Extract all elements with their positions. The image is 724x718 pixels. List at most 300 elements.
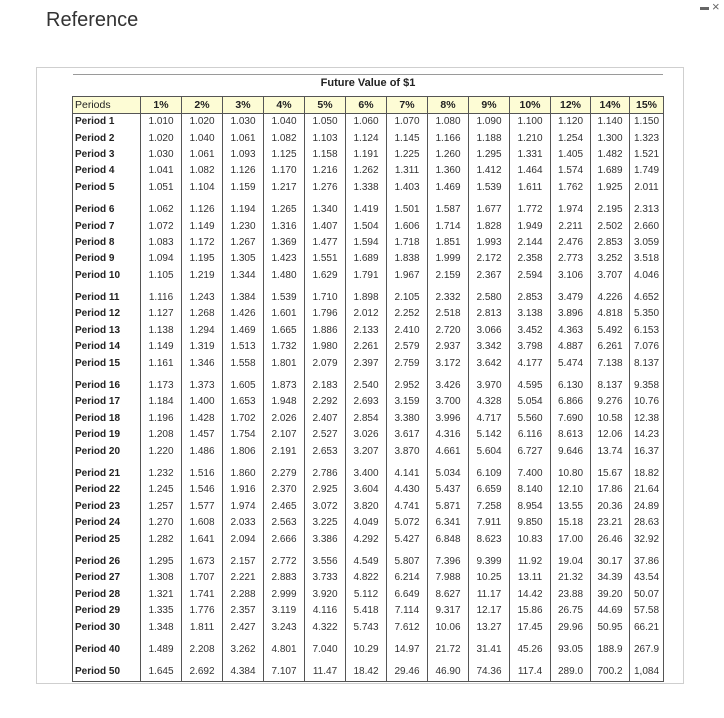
factor-cell: 6.261: [591, 339, 630, 355]
factor-cell: 46.90: [428, 664, 469, 681]
factor-cell: 1.539: [264, 290, 305, 306]
factor-cell: 2.211: [551, 218, 591, 234]
factor-cell: 16.37: [630, 443, 664, 459]
factor-cell: 1.040: [182, 130, 223, 146]
factor-cell: 3.798: [510, 339, 551, 355]
factor-cell: 1.208: [141, 427, 182, 443]
table-row: [73, 554, 664, 570]
factor-cell: 1.216: [305, 163, 346, 179]
factor-cell: 13.27: [469, 619, 510, 635]
factor-cell: 4.384: [223, 664, 264, 681]
rate-header: 4%: [264, 97, 305, 114]
table-row: [73, 339, 664, 355]
factor-cell: 1.127: [141, 306, 182, 322]
factor-cell: 8.140: [510, 482, 551, 498]
factor-cell: 12.06: [591, 427, 630, 443]
factor-cell: 1.801: [264, 355, 305, 371]
factor-cell: 9.317: [428, 603, 469, 619]
factor-cell: 1.851: [428, 235, 469, 251]
factor-cell: 1.149: [182, 218, 223, 234]
factor-cell: 1.051: [141, 180, 182, 196]
factor-cell: 15.86: [510, 603, 551, 619]
factor-cell: 2.518: [428, 306, 469, 322]
factor-cell: 2.172: [469, 251, 510, 267]
factor-cell: 4.328: [469, 394, 510, 410]
factor-cell: 1.608: [182, 515, 223, 531]
factor-cell: 1.811: [182, 619, 223, 635]
factor-cell: 7.138: [591, 355, 630, 371]
period-label: Period 28: [73, 587, 141, 603]
factor-cell: 188.9: [591, 642, 630, 658]
factor-cell: 1.482: [591, 147, 630, 163]
factor-cell: 2.195: [591, 202, 630, 218]
rate-header: 9%: [469, 97, 510, 114]
factor-cell: 1.124: [346, 130, 387, 146]
factor-cell: 2.465: [264, 499, 305, 515]
factor-cell: 3.642: [469, 355, 510, 371]
factor-cell: 4.818: [591, 306, 630, 322]
factor-cell: 1.260: [428, 147, 469, 163]
factor-cell: 7.396: [428, 554, 469, 570]
table-row: [73, 114, 664, 131]
factor-cell: 1.217: [264, 180, 305, 196]
factor-cell: 1.551: [305, 251, 346, 267]
close-icon[interactable]: ×: [712, 0, 720, 14]
factor-cell: 1.082: [264, 130, 305, 146]
period-label: Period 21: [73, 466, 141, 482]
factor-cell: 10.80: [551, 466, 591, 482]
factor-cell: 1.316: [264, 218, 305, 234]
factor-cell: 15.18: [551, 515, 591, 531]
factor-cell: 1.265: [264, 202, 305, 218]
factor-cell: 1.116: [141, 290, 182, 306]
minimize-icon[interactable]: [700, 7, 709, 10]
factor-cell: 1.126: [182, 202, 223, 218]
rate-header: 7%: [387, 97, 428, 114]
factor-cell: 1,084: [630, 664, 664, 681]
table-row: [73, 235, 664, 251]
future-value-table: [72, 96, 664, 682]
period-label: Period 8: [73, 235, 141, 251]
table-row: [73, 323, 664, 339]
factor-cell: 1.384: [223, 290, 264, 306]
factor-cell: 20.36: [591, 499, 630, 515]
factor-cell: 14.42: [510, 587, 551, 603]
factor-cell: 2.579: [387, 339, 428, 355]
factor-cell: 2.692: [182, 664, 223, 681]
factor-cell: 1.665: [264, 323, 305, 339]
factor-cell: 7.040: [305, 642, 346, 658]
rate-header: 5%: [305, 97, 346, 114]
table-row: [73, 268, 664, 284]
factor-cell: 1.257: [141, 499, 182, 515]
factor-cell: 3.262: [223, 642, 264, 658]
factor-cell: 8.137: [630, 355, 664, 371]
factor-cell: 1.469: [223, 323, 264, 339]
future-value-table-container: [72, 96, 662, 682]
factor-cell: 1.629: [305, 268, 346, 284]
factor-cell: 30.17: [591, 554, 630, 570]
period-label: Period 20: [73, 443, 141, 459]
period-label: Period 9: [73, 251, 141, 267]
factor-cell: 3.518: [630, 251, 664, 267]
factor-cell: 9.646: [551, 443, 591, 459]
factor-cell: 4.046: [630, 268, 664, 284]
window-controls: [700, 2, 724, 14]
table-row: [73, 603, 664, 619]
factor-cell: 1.335: [141, 603, 182, 619]
factor-cell: 3.996: [428, 411, 469, 427]
table-row: [73, 251, 664, 267]
factor-cell: 19.04: [551, 554, 591, 570]
factor-cell: 7.114: [387, 603, 428, 619]
factor-cell: 18.82: [630, 466, 664, 482]
factor-cell: 39.20: [591, 587, 630, 603]
factor-cell: 2.786: [305, 466, 346, 482]
factor-cell: 1.061: [182, 147, 223, 163]
factor-cell: 3.479: [551, 290, 591, 306]
factor-cell: 8.954: [510, 499, 551, 515]
factor-cell: 3.896: [551, 306, 591, 322]
factor-cell: 1.710: [305, 290, 346, 306]
factor-cell: 1.126: [223, 163, 264, 179]
factor-cell: 7.400: [510, 466, 551, 482]
factor-cell: 2.357: [223, 603, 264, 619]
factor-cell: 3.707: [591, 268, 630, 284]
factor-cell: 13.55: [551, 499, 591, 515]
factor-cell: 10.58: [591, 411, 630, 427]
factor-cell: 1.611: [510, 180, 551, 196]
factor-cell: 1.041: [141, 163, 182, 179]
factor-cell: 2.540: [346, 378, 387, 394]
factor-cell: 1.194: [223, 202, 264, 218]
factor-cell: 1.125: [264, 147, 305, 163]
factor-cell: 3.119: [264, 603, 305, 619]
factor-cell: 1.010: [141, 114, 182, 131]
table-row: [73, 147, 664, 163]
factor-cell: 1.161: [141, 355, 182, 371]
factor-cell: 2.261: [346, 339, 387, 355]
factor-cell: 1.062: [141, 202, 182, 218]
factor-cell: 3.138: [510, 306, 551, 322]
factor-cell: 2.397: [346, 355, 387, 371]
period-label: Period 19: [73, 427, 141, 443]
factor-cell: 1.149: [141, 339, 182, 355]
factor-cell: 29.96: [551, 619, 591, 635]
factor-cell: 1.150: [630, 114, 664, 131]
factor-cell: 26.75: [551, 603, 591, 619]
factor-cell: 1.319: [182, 339, 223, 355]
factor-cell: 10.76: [630, 394, 664, 410]
factor-cell: 1.195: [182, 251, 223, 267]
factor-cell: 1.489: [141, 642, 182, 658]
factor-cell: 2.094: [223, 531, 264, 547]
period-label: Period 26: [73, 554, 141, 570]
factor-cell: 1.090: [469, 114, 510, 131]
factor-cell: 17.86: [591, 482, 630, 498]
factor-cell: 2.370: [264, 482, 305, 498]
factor-cell: 1.714: [428, 218, 469, 234]
factor-cell: 3.106: [551, 268, 591, 284]
factor-cell: 4.549: [346, 554, 387, 570]
factor-cell: 4.177: [510, 355, 551, 371]
factor-cell: 1.230: [223, 218, 264, 234]
factor-cell: 1.776: [182, 603, 223, 619]
factor-cell: 1.653: [223, 394, 264, 410]
factor-cell: 2.313: [630, 202, 664, 218]
factor-cell: 1.754: [223, 427, 264, 443]
factor-cell: 50.95: [591, 619, 630, 635]
factor-cell: 2.012: [346, 306, 387, 322]
factor-cell: 1.539: [469, 180, 510, 196]
factor-cell: 2.853: [510, 290, 551, 306]
factor-cell: 1.974: [551, 202, 591, 218]
factor-cell: 1.254: [551, 130, 591, 146]
factor-cell: 2.937: [428, 339, 469, 355]
factor-cell: 1.925: [591, 180, 630, 196]
factor-cell: 5.492: [591, 323, 630, 339]
factor-cell: 9.358: [630, 378, 664, 394]
factor-cell: 1.486: [182, 443, 223, 459]
factor-cell: 1.295: [141, 554, 182, 570]
factor-cell: 17.00: [551, 531, 591, 547]
factor-cell: 2.183: [305, 378, 346, 394]
period-label: Period 29: [73, 603, 141, 619]
factor-cell: 2.660: [630, 218, 664, 234]
factor-cell: 1.749: [630, 163, 664, 179]
factor-cell: 2.594: [510, 268, 551, 284]
factor-cell: 1.974: [223, 499, 264, 515]
factor-cell: 2.292: [305, 394, 346, 410]
factor-cell: 2.720: [428, 323, 469, 339]
factor-cell: 4.430: [387, 482, 428, 498]
factor-cell: 1.105: [141, 268, 182, 284]
factor-cell: 4.887: [551, 339, 591, 355]
factor-cell: 2.157: [223, 554, 264, 570]
factor-cell: 2.759: [387, 355, 428, 371]
period-label: Period 40: [73, 642, 141, 658]
factor-cell: 3.026: [346, 427, 387, 443]
factor-cell: 3.556: [305, 554, 346, 570]
factor-cell: 3.159: [387, 394, 428, 410]
factor-cell: 1.673: [182, 554, 223, 570]
factor-cell: 4.363: [551, 323, 591, 339]
factor-cell: 44.69: [591, 603, 630, 619]
factor-cell: 23.21: [591, 515, 630, 531]
factor-cell: 1.270: [141, 515, 182, 531]
factor-cell: 6.341: [428, 515, 469, 531]
factor-cell: 1.796: [305, 306, 346, 322]
factor-cell: 2.033: [223, 515, 264, 531]
factor-cell: 1.030: [141, 147, 182, 163]
factor-cell: 3.617: [387, 427, 428, 443]
factor-cell: 13.74: [591, 443, 630, 459]
factor-cell: 2.772: [264, 554, 305, 570]
factor-cell: 4.322: [305, 619, 346, 635]
factor-cell: 1.103: [305, 130, 346, 146]
factor-cell: 26.46: [591, 531, 630, 547]
rate-header: 12%: [551, 97, 591, 114]
period-label: Period 18: [73, 411, 141, 427]
period-label: Period 25: [73, 531, 141, 547]
factor-cell: 6.659: [469, 482, 510, 498]
factor-cell: 1.166: [428, 130, 469, 146]
table-row: [73, 619, 664, 635]
table-row: [73, 411, 664, 427]
factor-cell: 6.727: [510, 443, 551, 459]
factor-cell: 1.412: [469, 163, 510, 179]
table-row: [73, 180, 664, 196]
factor-cell: 1.082: [182, 163, 223, 179]
factor-cell: 13.11: [510, 570, 551, 586]
factor-cell: 1.080: [428, 114, 469, 131]
factor-cell: 1.158: [305, 147, 346, 163]
factor-cell: 1.689: [591, 163, 630, 179]
factor-cell: 5.350: [630, 306, 664, 322]
factor-cell: 1.546: [182, 482, 223, 498]
factor-cell: 57.58: [630, 603, 664, 619]
table-row: [73, 587, 664, 603]
factor-cell: 2.133: [346, 323, 387, 339]
factor-cell: 2.410: [387, 323, 428, 339]
factor-cell: 2.883: [264, 570, 305, 586]
factor-cell: 1.020: [141, 130, 182, 146]
factor-cell: 1.558: [223, 355, 264, 371]
factor-cell: 4.661: [428, 443, 469, 459]
factor-cell: 1.426: [223, 306, 264, 322]
factor-cell: 3.733: [305, 570, 346, 586]
factor-cell: 3.225: [305, 515, 346, 531]
factor-cell: 1.159: [223, 180, 264, 196]
factor-cell: 34.39: [591, 570, 630, 586]
factor-cell: 1.282: [141, 531, 182, 547]
period-label: Period 12: [73, 306, 141, 322]
factor-cell: 2.191: [264, 443, 305, 459]
period-label: Period 10: [73, 268, 141, 284]
table-top-rule: [73, 74, 663, 75]
factor-cell: 6.109: [469, 466, 510, 482]
factor-cell: 1.140: [591, 114, 630, 131]
factor-cell: 1.741: [182, 587, 223, 603]
factor-cell: 1.641: [182, 531, 223, 547]
factor-cell: 3.380: [387, 411, 428, 427]
factor-cell: 2.208: [182, 642, 223, 658]
factor-cell: 1.020: [182, 114, 223, 131]
table-row: [73, 355, 664, 371]
period-label: Period 4: [73, 163, 141, 179]
factor-cell: 23.88: [551, 587, 591, 603]
factor-cell: 1.344: [223, 268, 264, 284]
factor-cell: 9.276: [591, 394, 630, 410]
factor-cell: 3.252: [591, 251, 630, 267]
factor-cell: 1.104: [182, 180, 223, 196]
factor-cell: 5.054: [510, 394, 551, 410]
period-label: Period 22: [73, 482, 141, 498]
factor-cell: 2.476: [551, 235, 591, 251]
factor-cell: 1.419: [346, 202, 387, 218]
factor-cell: 3.920: [305, 587, 346, 603]
table-row: [73, 466, 664, 482]
factor-cell: 1.601: [264, 306, 305, 322]
rate-header: 14%: [591, 97, 630, 114]
factor-cell: 3.066: [469, 323, 510, 339]
factor-cell: 21.64: [630, 482, 664, 498]
factor-cell: 2.580: [469, 290, 510, 306]
factor-cell: 1.331: [510, 147, 551, 163]
factor-cell: 6.214: [387, 570, 428, 586]
factor-cell: 1.689: [346, 251, 387, 267]
factor-cell: 2.367: [469, 268, 510, 284]
factor-cell: 1.210: [510, 130, 551, 146]
factor-cell: 21.72: [428, 642, 469, 658]
factor-cell: 5.604: [469, 443, 510, 459]
factor-cell: 4.141: [387, 466, 428, 482]
factor-cell: 1.348: [141, 619, 182, 635]
factor-cell: 10.83: [510, 531, 551, 547]
factor-cell: 74.36: [469, 664, 510, 681]
factor-cell: 2.279: [264, 466, 305, 482]
factor-cell: 4.741: [387, 499, 428, 515]
factor-cell: 5.427: [387, 531, 428, 547]
factor-cell: 1.405: [551, 147, 591, 163]
factor-cell: 10.29: [346, 642, 387, 658]
factor-cell: 2.107: [264, 427, 305, 443]
factor-cell: 5.034: [428, 466, 469, 482]
period-label: Period 1: [73, 114, 141, 131]
factor-cell: 2.105: [387, 290, 428, 306]
factor-cell: 1.457: [182, 427, 223, 443]
factor-cell: 1.732: [264, 339, 305, 355]
factor-cell: 93.05: [551, 642, 591, 658]
factor-cell: 1.677: [469, 202, 510, 218]
factor-cell: 1.340: [305, 202, 346, 218]
factor-cell: 1.369: [264, 235, 305, 251]
factor-cell: 3.342: [469, 339, 510, 355]
factor-cell: 15.67: [591, 466, 630, 482]
factor-cell: 8.137: [591, 378, 630, 394]
table-row: [73, 499, 664, 515]
factor-cell: 43.54: [630, 570, 664, 586]
factor-cell: 1.873: [264, 378, 305, 394]
factor-cell: 6.848: [428, 531, 469, 547]
rate-header: 15%: [630, 97, 664, 114]
factor-cell: 1.886: [305, 323, 346, 339]
factor-cell: 1.577: [182, 499, 223, 515]
period-label: Period 13: [73, 323, 141, 339]
factor-cell: 5.437: [428, 482, 469, 498]
period-label: Period 27: [73, 570, 141, 586]
factor-cell: 5.560: [510, 411, 551, 427]
factor-cell: 3.820: [346, 499, 387, 515]
factor-cell: 7.076: [630, 339, 664, 355]
factor-cell: 1.191: [346, 147, 387, 163]
period-label: Period 3: [73, 147, 141, 163]
factor-cell: 14.97: [387, 642, 428, 658]
table-row: [73, 570, 664, 586]
factor-cell: 3.870: [387, 443, 428, 459]
factor-cell: 45.26: [510, 642, 551, 658]
factor-cell: 1.323: [630, 130, 664, 146]
factor-cell: 2.693: [346, 394, 387, 410]
table-header-row: [73, 97, 664, 114]
factor-cell: 2.813: [469, 306, 510, 322]
factor-cell: 1.587: [428, 202, 469, 218]
factor-cell: 4.226: [591, 290, 630, 306]
factor-cell: 3.072: [305, 499, 346, 515]
factor-cell: 2.288: [223, 587, 264, 603]
factor-cell: 6.116: [510, 427, 551, 443]
factor-cell: 3.452: [510, 323, 551, 339]
